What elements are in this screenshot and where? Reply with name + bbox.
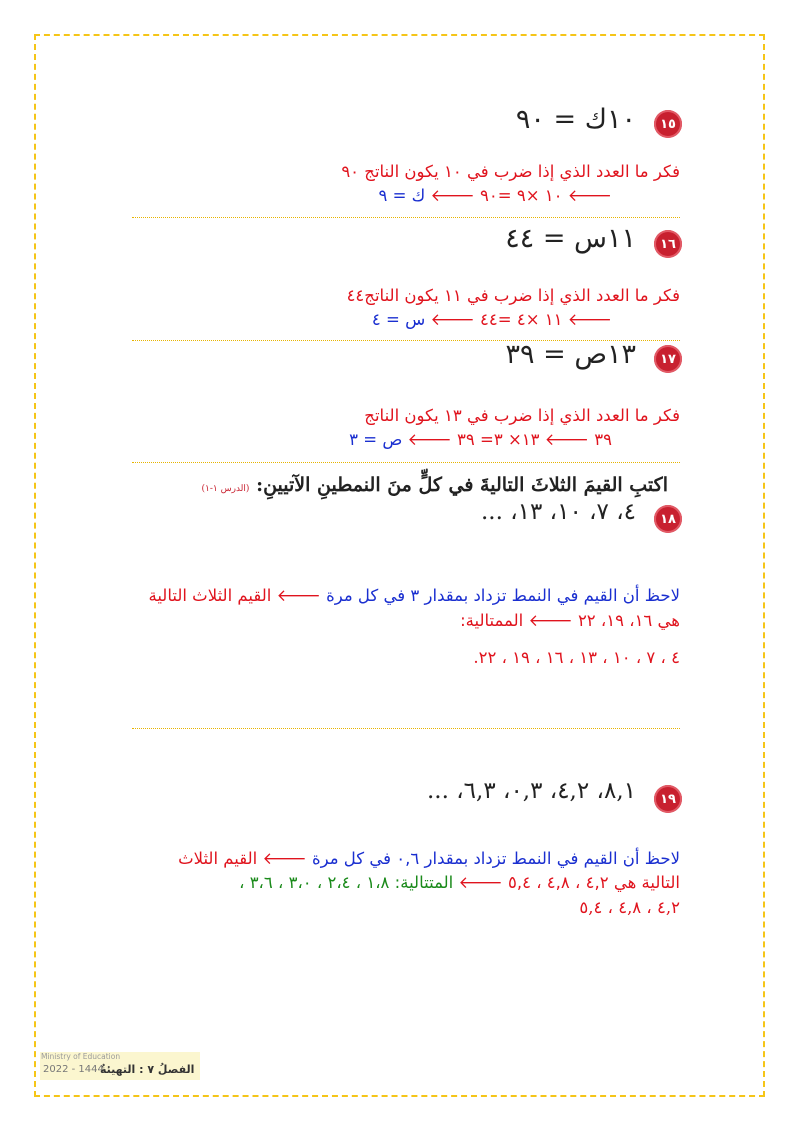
- arrow-icon: 🡐: [544, 430, 590, 449]
- pattern-19: ٨,١، ٤,٢، ٠,٣، ٦,٣، ...: [427, 778, 636, 804]
- arrow-icon: 🡐: [262, 849, 307, 868]
- arrow-icon: 🡐: [458, 873, 503, 892]
- pattern-18: ٤، ٧، ١٠، ١٣، ...: [480, 499, 636, 525]
- arrow-icon: 🡐: [567, 186, 612, 205]
- problem-number-19: ١٩: [654, 785, 682, 813]
- explanation-18-line1: [148, 585, 680, 607]
- separator: [132, 462, 680, 463]
- text-18-blue: لاحظ أن القيم في النمط تزداد بمقدار ٣ في كل مرة: [326, 586, 680, 605]
- equation-16: ١١س = ٤٤: [505, 223, 636, 254]
- footer-year: 2022 - 1444: [43, 1064, 104, 1075]
- lesson-reference: (الدرس ١-١): [201, 484, 250, 494]
- text-19-red: القيم الثلاث: [178, 849, 258, 868]
- ministry-label: Ministry of Education: [41, 1052, 121, 1061]
- text-19-blue: لاحظ أن القيم في النمط تزداد بمقدار ٠,٦ في كل مرة: [311, 849, 680, 868]
- text-18-tail: الممتالية:: [460, 611, 524, 630]
- separator: [132, 728, 680, 729]
- sequence-18: ٤ ، ٧ ، ١٠ ، ١٣ ، ١٦ ، ١٩ ، ٢٢.: [473, 648, 680, 667]
- arrow-icon: 🡐: [430, 310, 475, 329]
- arrow-icon: 🡐: [528, 611, 573, 630]
- steps-15: [378, 185, 612, 207]
- problem-number-16: ١٦: [654, 230, 682, 258]
- problem-number-15: ١٥: [654, 110, 682, 138]
- equation-17: ١٣ص = ٣٩: [505, 339, 636, 370]
- hint-15: فكر ما العدد الذي إذا ضرب في ١٠ يكون الناتج ٩٠: [341, 162, 680, 181]
- explanation-19-line2: [239, 872, 680, 894]
- step-16-a: ١١ ×٤ =٤٤: [480, 310, 563, 329]
- problem-number-17: ١٧: [654, 345, 682, 373]
- explanation-19-line1: [178, 848, 680, 870]
- hint-17: فكر ما العدد الذي إذا ضرب في ١٣ يكون الناتج: [364, 406, 680, 425]
- steps-17: [349, 429, 612, 451]
- explanation-18-line2: [460, 610, 680, 632]
- step-17-a: ٣٩: [594, 430, 612, 449]
- instruction-text: اكتبِ القيمَ الثلاثَ التاليةَ في كلٍّ منَ النمطينِ الآتيينِ:: [256, 474, 668, 496]
- separator: [132, 217, 680, 218]
- step-15-a: ١٠ ×٩ =٩٠: [480, 186, 563, 205]
- hint-16: فكر ما العدد الذي إذا ضرب في ١١ يكون الناتج٤٤: [346, 286, 680, 305]
- text-19-sequence: المتتالية: ١،٨ ، ٢،٤ ، ٣،٠ ، ٣،٦ ،: [239, 873, 454, 892]
- arrow-icon: 🡐: [567, 310, 612, 329]
- text-19-values: التالية هي ٤,٢ ، ٤,٨ ، ٥,٤: [507, 873, 680, 892]
- step-16-b: س = ٤: [371, 310, 426, 329]
- instruction-heading: [202, 474, 668, 496]
- chapter-label: الفصلُ ٧ : التهيئةُ: [100, 1063, 195, 1076]
- step-15-b: ك = ٩: [378, 186, 426, 205]
- text-18-red: القيم الثلاث التالية: [148, 586, 272, 605]
- steps-16: [372, 309, 612, 331]
- step-17-b: ١٣× ٣= ٣٩: [457, 430, 540, 449]
- equation-15: ١٠ك = ٩٠: [515, 104, 636, 135]
- arrow-icon: 🡐: [407, 430, 452, 449]
- problem-number-18: ١٨: [654, 505, 682, 533]
- arrow-icon: 🡐: [276, 586, 321, 605]
- step-17-c: ص = ٣: [349, 430, 403, 449]
- sequence-19: ٤,٢ ، ٤,٨ ، ٥,٤: [579, 898, 680, 917]
- arrow-icon: 🡐: [430, 186, 475, 205]
- text-18-values: هي ١٦، ١٩، ٢٢: [577, 611, 680, 630]
